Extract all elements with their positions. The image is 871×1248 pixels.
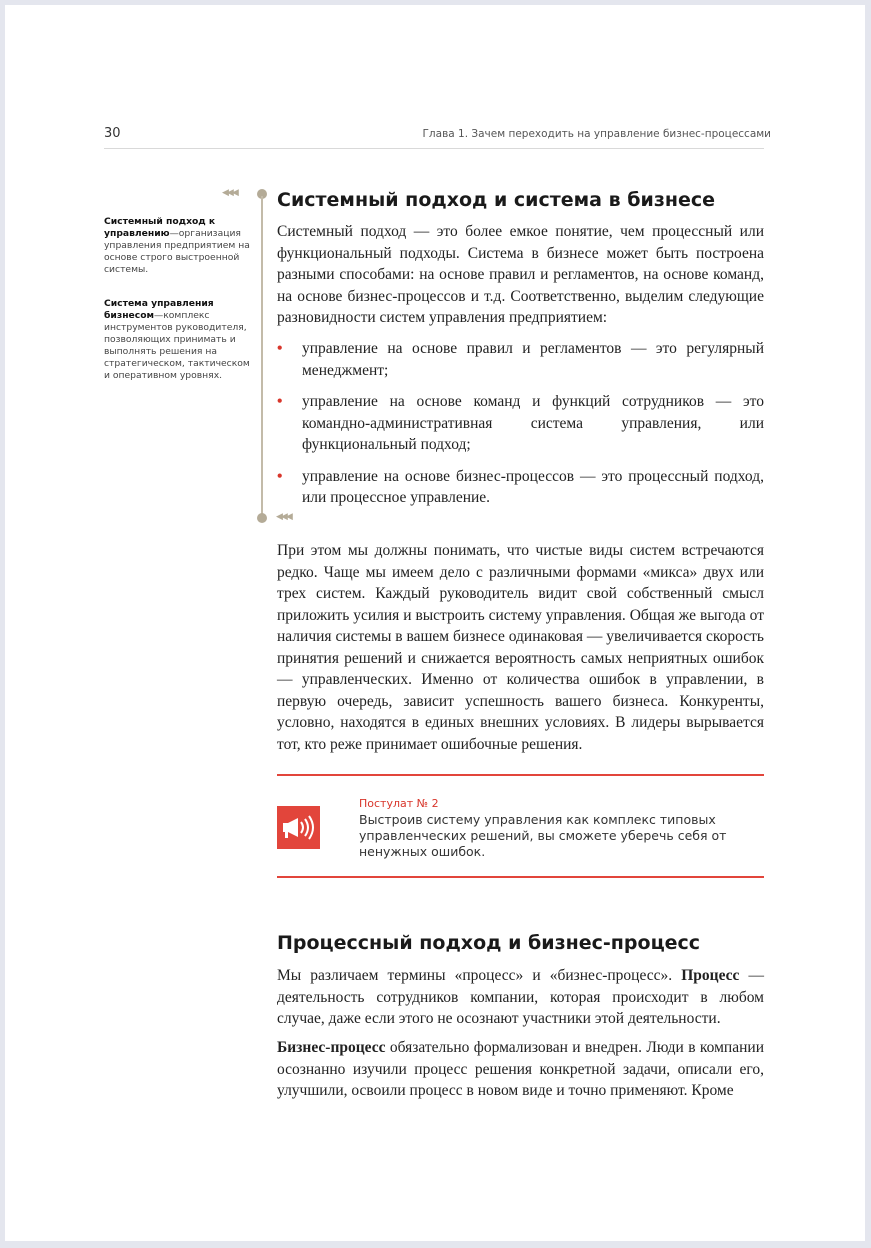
body-paragraph: Бизнес-процесс обязательно формализован и внедрен. Люди в компании осознанно изучили процесс решения конкретной задачи, описали его, улучшили, освоили процесс в новом виде и точно применяют. Кроме (277, 1039, 764, 1099)
triangle-markers-top: ◀◀◀ (222, 188, 237, 198)
body-paragraph: При этом мы должны понимать, что чистые виды систем встречаются редко. Чаще мы имеем дело с различными формами «микса» двух или трех систем. Каждый руководитель видит свой собственный смысл приложить усилия и выстроить систему управления. Общая же выгода от наличия системы в вашем бизнесе одинаковая — увеличивается скорость принятия решений и снижается вероятность самых неприятных ошибок — управленческих. Именно от количества ошибок в управлении, в первую очередь, зависит успешность вашего бизнеса. Конкуренты, условно, находятся в единых внешних условиях. В лидеры вырывается тот, кто реже принимает ошибочные решения. (277, 542, 764, 753)
page-number: 30 (104, 126, 121, 141)
term-bold: Процесс (681, 967, 740, 984)
list-item: • управление на основе команд и функций сотрудников — это командно-административная система управления, или функциональный подход; (277, 393, 764, 453)
sidebar-definition-2 (104, 298, 252, 382)
definition-term: Системный подход к управлению (104, 216, 216, 239)
term-bold: Бизнес-процесс (277, 1039, 386, 1056)
bullet-icon: • (277, 393, 283, 410)
megaphone-icon (277, 806, 320, 849)
section-vertical-bar (261, 196, 263, 518)
list-item: • управление на основе правил и регламентов — это регулярный менеджмент; (277, 340, 764, 379)
management-types-list (277, 338, 764, 519)
section-heading: Процессный подход и бизнес-процесс (277, 932, 701, 954)
intro-paragraph: Системный подход — это более емкое понятие, чем процессный или функциональный подходы. Система в бизнесе может быть построена разными способами: на основе правил и регламентов, на основе команд, на основе бизнес-процессов и т.д. Соответственно, выделим следующие разновидности систем управления предприятием: (277, 223, 764, 326)
list-item: • управление на основе бизнес-процессов — это процессный подход, или процессное управление. (277, 467, 764, 506)
header-divider (104, 148, 764, 149)
bullet-icon: • (277, 340, 283, 357)
bar-dot-bottom (257, 513, 267, 523)
chapter-title: Глава 1. Зачем переходить на управление бизнес-процессами (422, 128, 771, 140)
definition-term: Система управления бизнесом (104, 298, 214, 321)
definition-text: —комплекс инструментов руководителя, позволяющих принимать и выполнять решения на стратегическом, тактическом и оперативном уровнях. (104, 310, 250, 381)
triangle-markers-bottom: ◀◀◀ (276, 512, 291, 522)
section-heading: Системный подход и система в бизнесе (277, 189, 716, 211)
callout-bottom-rule (277, 876, 764, 878)
definition-text: —организация управления предприятием на основе строго выстроенной системы. (104, 228, 250, 275)
body-paragraph: Мы различаем термины «процесс» и «бизнес-процесс». Процесс — деятельность сотрудников компании, которая происходит в любом случае, даже если этого не осознают участники этой деятельности. (277, 967, 765, 1027)
callout-text: Выстроив систему управления как комплекс типовых управленческих решений, вы сможете уберечь себя от ненужных ошибок. (359, 812, 727, 859)
sidebar-definition-1 (104, 216, 252, 276)
callout-top-rule (277, 774, 764, 776)
bullet-icon: • (277, 467, 283, 485)
callout-label: Постулат № 2 (359, 797, 439, 810)
